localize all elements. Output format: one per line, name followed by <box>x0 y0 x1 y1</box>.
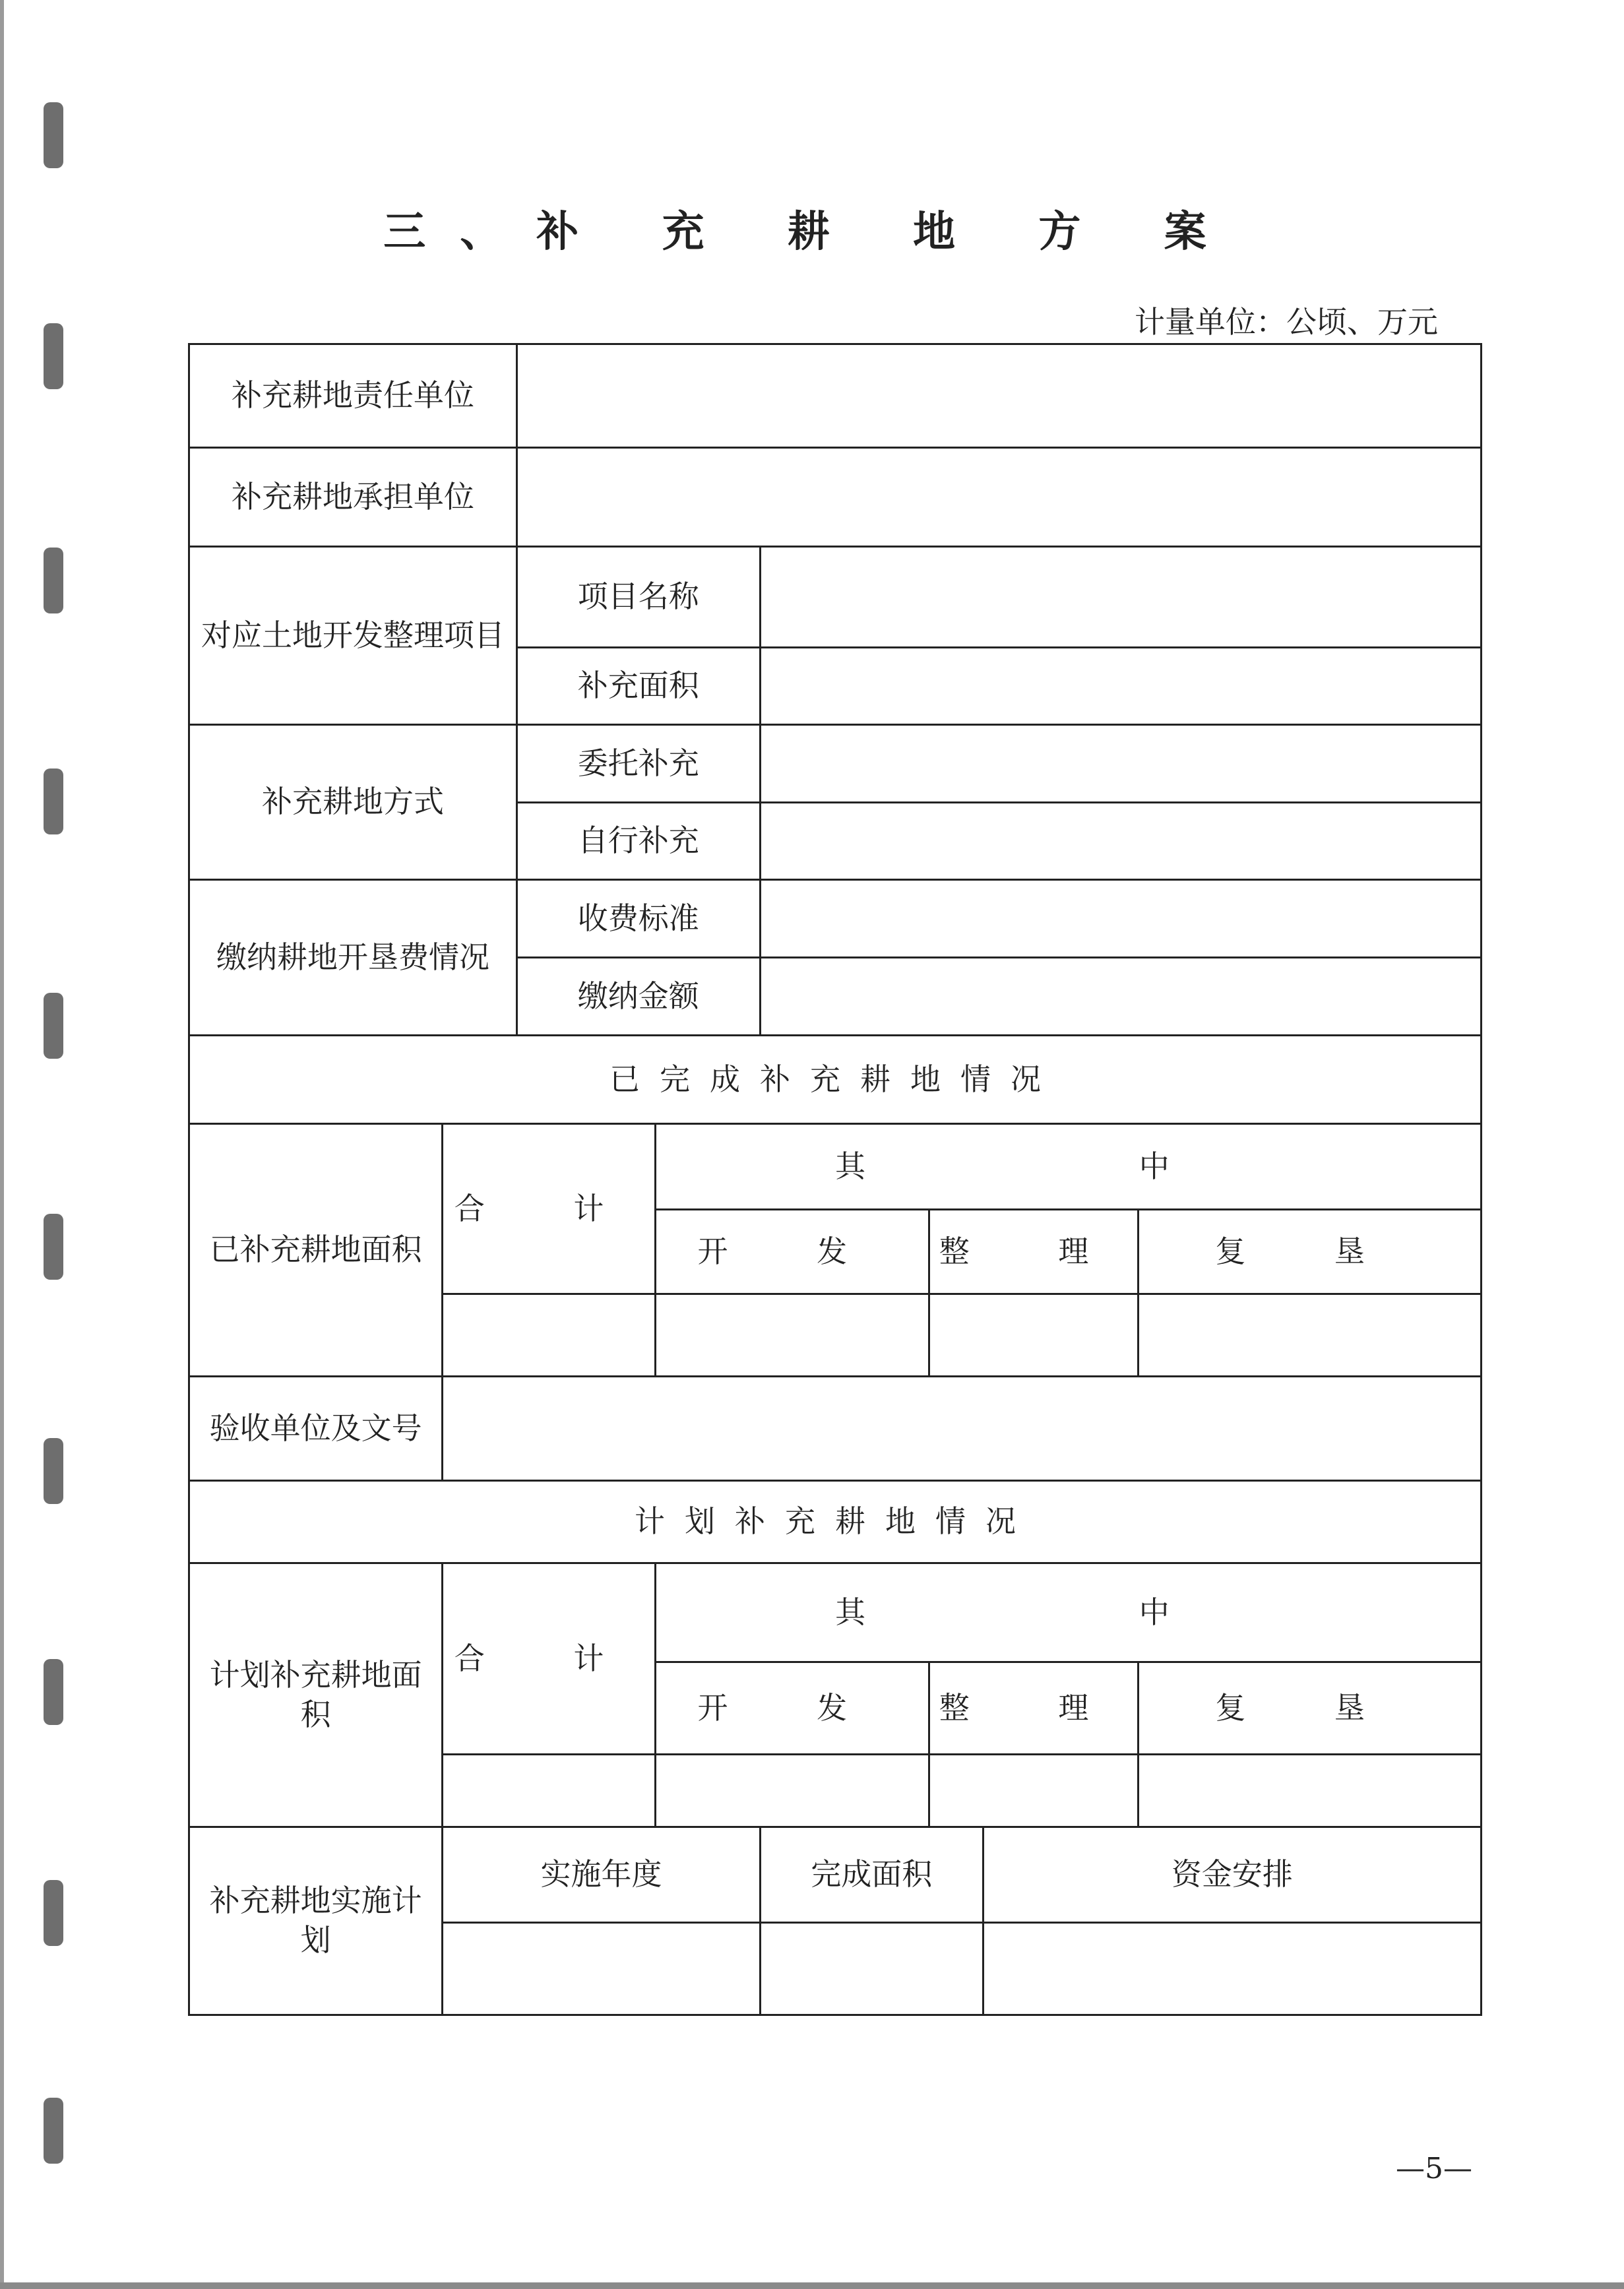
binder-hole <box>44 2098 63 2164</box>
planned-dev-value[interactable] <box>655 1755 929 1827</box>
completed-reorg-header: 整 理 <box>929 1210 1139 1294</box>
fee-standard-value[interactable] <box>760 880 1481 958</box>
planned-area-label: 计划补充耕地面积 <box>189 1563 443 1827</box>
completed-area-label: 已补充耕地面积 <box>189 1124 443 1377</box>
method-label: 补充耕地方式 <box>189 725 517 880</box>
completed-reclaim-header: 复 垦 <box>1139 1210 1482 1294</box>
completed-total-value[interactable] <box>443 1294 656 1377</box>
responsible-unit-value[interactable] <box>516 344 1481 448</box>
scan-left-edge <box>0 0 4 2289</box>
page-title: 三、补 充 耕 地 方 案 <box>383 207 1241 257</box>
completed-among-header: 其 中 <box>655 1124 1481 1210</box>
implementation-area-header: 完成面积 <box>760 1827 983 1923</box>
binder-hole <box>44 1659 63 1725</box>
method-entrusted-value[interactable] <box>760 725 1481 803</box>
binder-hole <box>44 1438 63 1504</box>
unit-note: 计量单位：公顷、万元 <box>1135 304 1438 340</box>
undertaking-unit-label: 补充耕地承担单位 <box>189 448 517 547</box>
method-entrusted-label: 委托补充 <box>516 725 760 803</box>
binder-hole <box>44 323 63 389</box>
binder-hole <box>44 102 63 168</box>
implementation-funds-header: 资金安排 <box>983 1827 1481 1923</box>
method-self-value[interactable] <box>760 803 1481 880</box>
implementation-label: 补充耕地实施计划 <box>189 1827 443 2015</box>
implementation-year-header: 实施年度 <box>443 1827 761 1923</box>
fee-amount-label: 缴纳金额 <box>516 958 760 1036</box>
planned-reorg-header: 整 理 <box>929 1662 1139 1755</box>
binder-hole <box>44 548 63 613</box>
binder-hole <box>44 993 63 1059</box>
completed-section-title: 已完成补充耕地情况 <box>189 1036 1482 1124</box>
fee-amount-value[interactable] <box>760 958 1481 1036</box>
fee-standard-label: 收费标准 <box>516 880 760 958</box>
implementation-funds-value[interactable] <box>983 1923 1481 2015</box>
planned-dev-header: 开 发 <box>655 1662 929 1755</box>
planned-section-title: 计划补充耕地情况 <box>189 1481 1482 1563</box>
project-label: 对应土地开发整理项目 <box>189 547 517 725</box>
completed-reorg-value[interactable] <box>929 1294 1139 1377</box>
binder-hole <box>44 768 63 834</box>
fee-label: 缴纳耕地开垦费情况 <box>189 880 517 1036</box>
acceptance-label: 验收单位及文号 <box>189 1377 443 1481</box>
completed-dev-value[interactable] <box>655 1294 929 1377</box>
project-area-label: 补充面积 <box>516 648 760 725</box>
project-name-label: 项目名称 <box>516 547 760 648</box>
undertaking-unit-value[interactable] <box>516 448 1481 547</box>
completed-reclaim-value[interactable] <box>1139 1294 1482 1377</box>
project-area-value[interactable] <box>760 648 1481 725</box>
planned-among-header: 其 中 <box>655 1563 1481 1662</box>
completed-total-header: 合 计 <box>443 1124 656 1294</box>
page-number: —5— <box>1396 2152 1472 2185</box>
responsible-unit-label: 补充耕地责任单位 <box>189 344 517 448</box>
scan-bottom-edge <box>0 2282 1624 2289</box>
planned-total-value[interactable] <box>443 1755 656 1827</box>
completed-dev-header: 开 发 <box>655 1210 929 1294</box>
planned-reclaim-header: 复 垦 <box>1139 1662 1482 1755</box>
planned-reorg-value[interactable] <box>929 1755 1139 1827</box>
binder-hole <box>44 1880 63 1946</box>
binder-hole <box>44 1214 63 1280</box>
implementation-area-value[interactable] <box>760 1923 983 2015</box>
supplementary-farmland-form <box>188 343 1482 2016</box>
planned-reclaim-value[interactable] <box>1139 1755 1482 1827</box>
project-name-value[interactable] <box>760 547 1481 648</box>
acceptance-value[interactable] <box>443 1377 1482 1481</box>
method-self-label: 自行补充 <box>516 803 760 880</box>
planned-total-header: 合 计 <box>443 1563 656 1755</box>
implementation-year-value[interactable] <box>443 1923 761 2015</box>
